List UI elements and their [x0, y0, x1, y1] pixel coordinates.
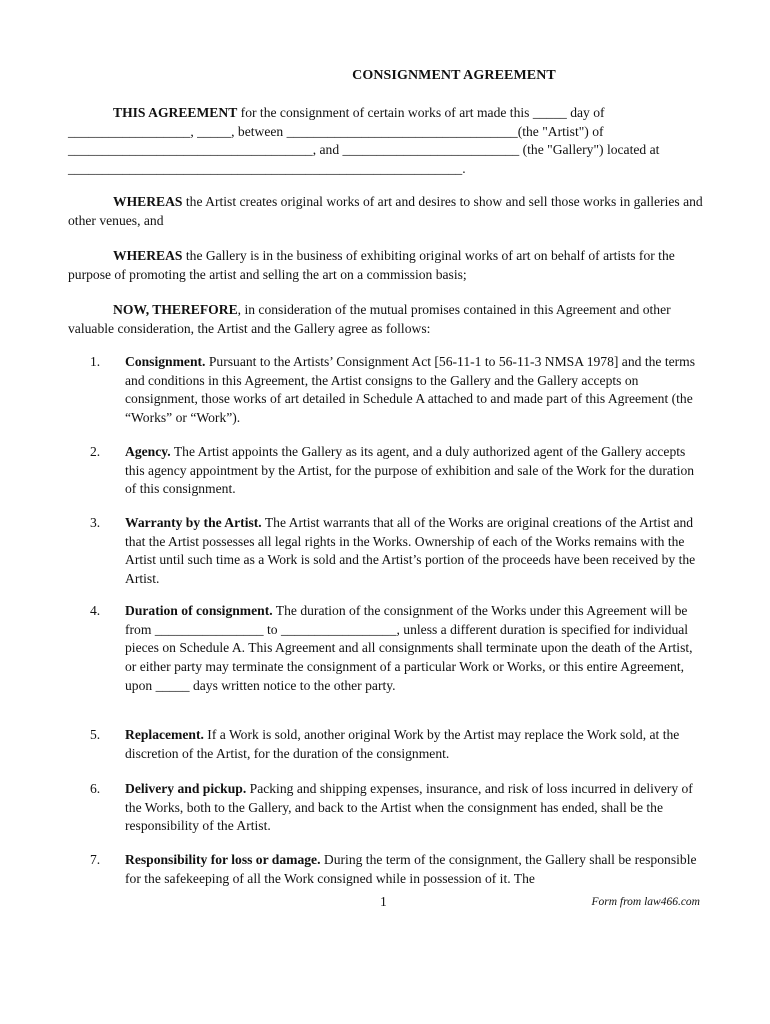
clause-7: [68, 851, 704, 888]
clause-text: The Artist warrants that all of the Works are original creations of the Artist and that the Artist possesses all legal rights in the Works. Ownership of each of the Works remains with the Artist until such time as a Work is sold and the Artist’s portion of the proceeds have been received by the Artist.: [125, 515, 696, 587]
clause-body: [125, 353, 704, 428]
clause-text: Pursuant to the Artists’ Consignment Act [56-11-1 to 56-11-3 NMSA 1978] and the terms and conditions in this Agreement, the Artist consigns to the Gallery and the Gallery accepts on consignment, those works of art detailed in Schedule A attached to and made part of this Agreement (the “Works” or “Work”).: [125, 354, 696, 426]
clause-heading: Consignment.: [125, 354, 206, 369]
clause-6: [68, 780, 704, 836]
clause-number: 2.: [90, 444, 101, 459]
whereas-2-text: the Gallery is in the business of exhibiting original works of art on behalf of artists for the purpose of promoting the artist and selling the art on a commission basis;: [68, 248, 675, 282]
intro-lead: THIS AGREEMENT: [113, 105, 238, 120]
clause-body: [125, 780, 704, 836]
clause-text: If a Work is sold, another original Work by the Artist may replace the Work sold, at the discretion of the Artist, for the duration of the consignment.: [125, 727, 680, 761]
clause-2: [68, 443, 704, 499]
clause-number: 6.: [90, 781, 101, 796]
whereas-paragraph-1: [68, 193, 704, 230]
clause-1: [68, 353, 704, 428]
clause-heading: Warranty by the Artist.: [125, 515, 262, 530]
clause-body: [125, 443, 704, 499]
whereas-2-lead: WHEREAS: [113, 248, 183, 263]
document-title: CONSIGNMENT AGREEMENT: [352, 68, 556, 83]
therefore-lead: NOW, THEREFORE: [113, 302, 238, 317]
clause-5: [68, 726, 704, 763]
clause-heading: Duration of consignment.: [125, 603, 273, 618]
whereas-1-text: the Artist creates original works of art and desires to show and sell those works in galleries and other venues, and: [68, 194, 703, 228]
clause-body: [125, 851, 704, 888]
page-number: 1: [380, 894, 387, 909]
clause-number: 7.: [90, 852, 101, 867]
clause-text: During the term of the consignment, the Gallery shall be responsible for the safekeeping of all the Work consigned while in possession of it. The: [125, 852, 697, 886]
clause-number: 4.: [90, 603, 101, 618]
clause-heading: Responsibility for loss or damage.: [125, 852, 321, 867]
whereas-paragraph-2: [68, 247, 704, 284]
therefore-text: , in consideration of the mutual promises contained in this Agreement and other valuable consideration, the Artist and the Gallery agree as follows:: [68, 302, 671, 336]
clause-body: [125, 514, 704, 589]
clause-number: 3.: [90, 515, 101, 530]
clause-number: 1.: [90, 354, 101, 369]
clause-text: The duration of the consignment of the Works under this Agreement will be from ________________ to _________________, unless a different duration is specified for individual pieces on Schedule A. This Agreement and all consignments shall terminate upon the death of the Artist, or either party may terminate the consignment of a particular Work or Works, or this entire Agreement, upon _____ days written notice to the other party.: [125, 603, 693, 693]
clause-3: [68, 514, 704, 589]
clause-heading: Replacement.: [125, 727, 204, 742]
source-note: Form from law466.com: [591, 896, 700, 908]
clause-heading: Delivery and pickup.: [125, 781, 247, 796]
clause-body: [125, 726, 704, 763]
intro-text: for the consignment of certain works of art made this _____ day of __________________, _____, between __________________________________(the "Artist") of ____________________________________, and __________________________ (the "Gallery") located at __________________________________________________________.: [68, 105, 660, 177]
therefore-paragraph: [68, 301, 704, 338]
clause-number: 5.: [90, 727, 101, 742]
clause-heading: Agency.: [125, 444, 171, 459]
clause-4: [68, 602, 704, 696]
intro-paragraph: [68, 104, 704, 179]
clause-body: [125, 602, 704, 696]
whereas-1-lead: WHEREAS: [113, 194, 183, 209]
clause-text: The Artist appoints the Gallery as its agent, and a duly authorized agent of the Gallery accepts this agency appointment by the Artist, for the purpose of exhibition and sale of the Work for the duration of this consignment.: [125, 444, 695, 497]
clause-text: Packing and shipping expenses, insurance, and risk of loss incurred in delivery of the Works, both to the Gallery, and back to the Artist when the consignment has ended, shall be the responsibility of the Artist.: [125, 781, 693, 834]
